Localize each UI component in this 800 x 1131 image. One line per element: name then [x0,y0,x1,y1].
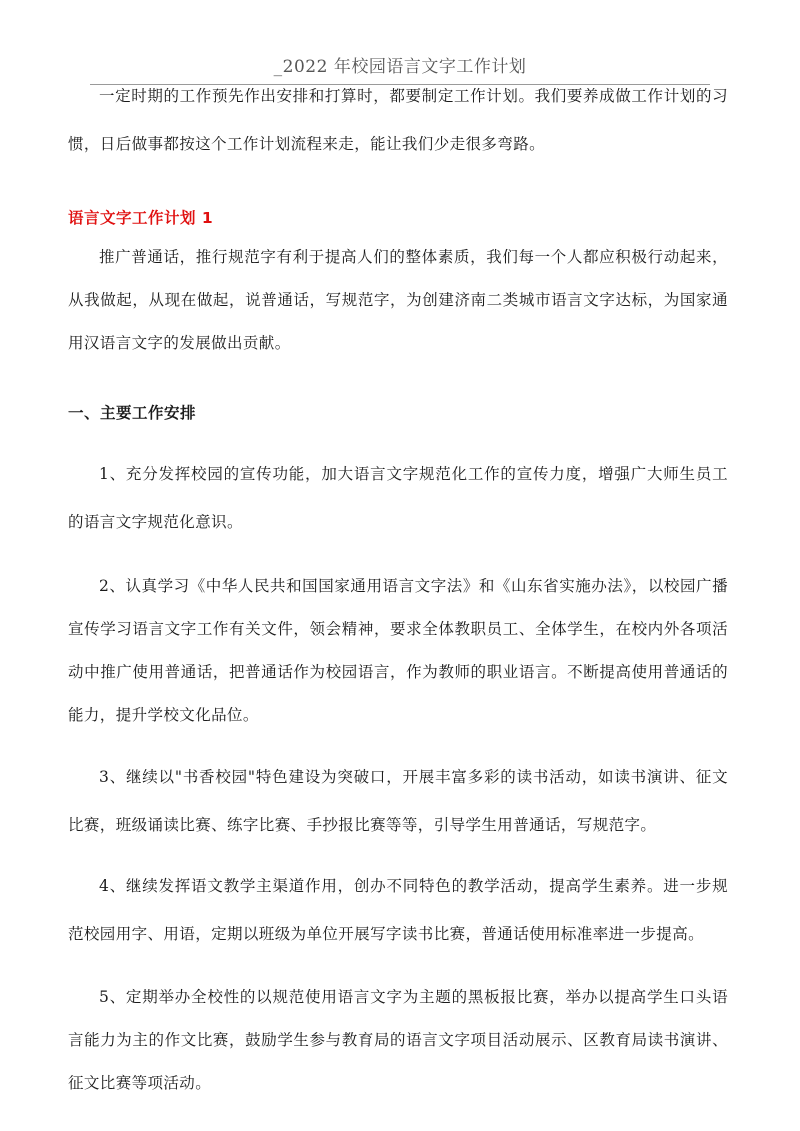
plan-1-paragraph: 推广普通话，推行规范字有利于提高人们的整体素质，我们每一个人都应积极行动起来，从我做起，从现在做起，说普通话，写规范字，为创建济南二类城市语言文字达标，为国家通用汉语言文字的发展做出贡献。 [68,248,728,352]
work-item-1: 1、充分发挥校园的宣传功能，加大语言文字规范化工作的宣传力度，增强广大师生员工的语言文字规范化意识。 [68,465,728,531]
page-header-title: _2022 年校园语言文字工作计划 [273,57,527,77]
work-item-5: 5、定期举办全校性的以规范使用语言文字为主题的黑板报比赛，举办以提高学生口头语言能力为主的作文比赛，鼓励学生参与教育局的语言文字项目活动展示、区教育局读书演讲、征文比赛等项活动。 [68,988,728,1092]
main-work-heading: 一、主要工作安排 [68,404,197,422]
intro-paragraph: 一定时期的工作预先作出安排和打算时，都要制定工作计划。我们要养成做工作计划的习惯，日后做事都按这个工作计划流程来走，能让我们少走很多弯路。 [68,87,728,153]
work-item-3: 3、继续以"书香校园"特色建设为突破口，开展丰富多彩的读书活动，如读书演讲、征文比赛，班级诵读比赛、练字比赛、手抄报比赛等等，引导学生用普通话，写规范字。 [68,768,728,834]
work-item-2: 2、认真学习《中华人民共和国国家通用语言文字法》和《山东省实施办法》，以校园广播宣传学习语言文字工作有关文件，领会精神，要求全体教职员工、全体学生，在校内外各项活动中推广使用普通话，把普通话作为校园语言，作为教师的职业语言。不断提高使用普通话的能力，提升学校文化品位。 [68,577,728,724]
section-title-plan-1: 语言文字工作计划 1 [68,209,214,227]
work-item-4: 4、继续发挥语文教学主渠道作用，创办不同特色的教学活动，提高学生素养。进一步规范校园用字、用语，定期以班级为单位开展写字读书比赛，普通话使用标准率进一步提高。 [68,877,728,943]
